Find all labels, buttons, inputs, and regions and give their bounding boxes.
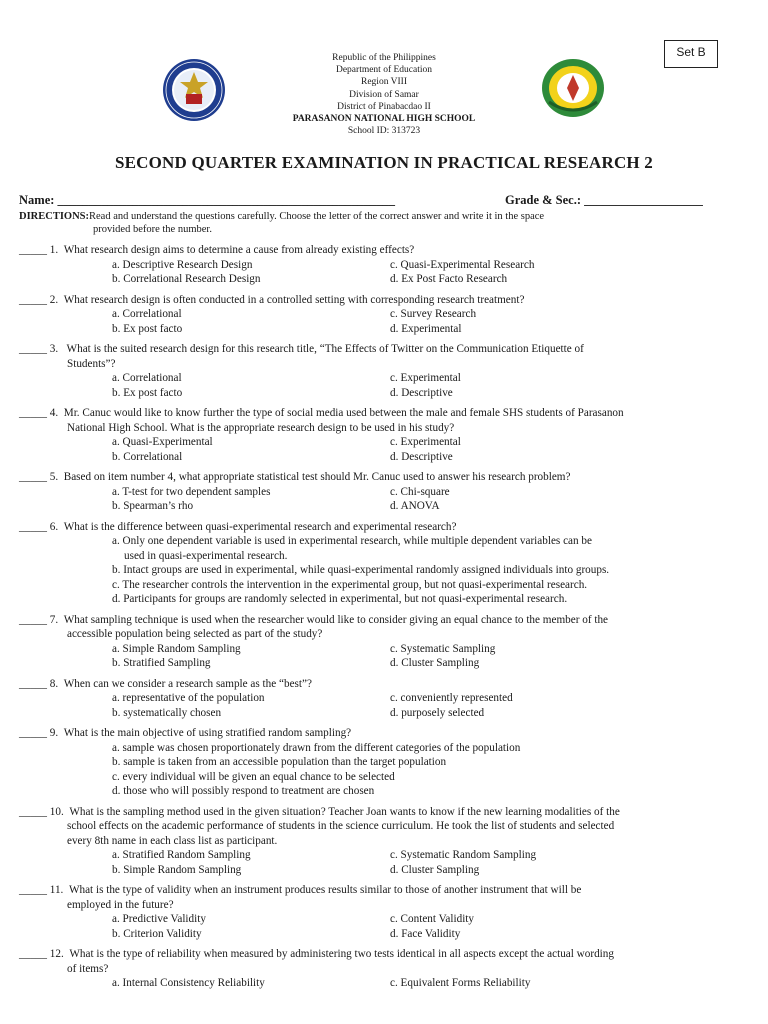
answer-choice: a. Only one dependent variable is used in experimental research, while multiple dependent variables can be: [112, 535, 592, 547]
answer-choice: a. Quasi-Experimental: [112, 436, 213, 448]
question-text-cont: employed in the future?: [67, 898, 174, 911]
answer-choice: d. Descriptive: [390, 386, 453, 399]
answer-choice: c. Chi-square: [390, 485, 450, 498]
answer-choice: d. Face Validity: [390, 927, 461, 940]
answer-choice: c. Experimental: [390, 436, 461, 448]
answer-choice: b. Intact groups are used in experimental, while quasi-experimental randomly assigned individuals into groups.: [112, 564, 610, 576]
answer-blank-number[interactable]: _____ 9.: [19, 727, 64, 739]
choice-grid: [19, 435, 754, 464]
question-item: [19, 470, 754, 514]
answer-choice: c. conveniently represented: [390, 692, 513, 704]
question-item: [19, 613, 754, 671]
answer-choice: b. systematically chosen: [112, 706, 222, 719]
answer-choice: c. every individual will be given an equal chance to be selected: [112, 770, 395, 783]
answer-choice: b. Spearman’s rho: [112, 500, 194, 512]
answer-choice: d. ANOVA: [390, 500, 440, 512]
choice-grid: [19, 976, 754, 991]
question-text: What is the difference between quasi-experimental research and experimental research?: [63, 520, 457, 533]
school-name: PARASANON NATIONAL HIGH SCHOOL: [292, 114, 476, 125]
directions-label: DIRECTIONS:: [19, 211, 90, 222]
answer-choice: a. Correlational: [112, 308, 182, 320]
question-text: Based on item number 4, what appropriate statistical test should Mr. Canuc used to answer his research problem?: [63, 471, 571, 483]
answer-choice: d. Ex Post Facto Research: [390, 273, 508, 285]
answer-blank-number[interactable]: _____ 7.: [19, 613, 64, 626]
question-text: When can we consider a research sample as the “best”?: [63, 677, 312, 690]
answer-choice: a. Descriptive Research Design: [112, 258, 253, 271]
answer-blank-number[interactable]: _____ 12.: [19, 948, 70, 960]
choice-list: [19, 741, 754, 799]
answer-choice: b. sample is taken from an accessible population than the target population: [112, 756, 447, 768]
answer-blank-number[interactable]: _____ 5.: [19, 471, 64, 483]
answer-choice: b. Stratified Sampling: [112, 657, 211, 669]
question-item: [19, 805, 754, 878]
answer-choice: d. Experimental: [390, 322, 462, 335]
answer-choice: c. Equivalent Forms Reliability: [390, 977, 531, 989]
answer-choice: a. Internal Consistency Reliability: [112, 977, 265, 989]
answer-blank-number[interactable]: _____ 10.: [19, 805, 70, 818]
choice-grid: [19, 912, 754, 941]
answer-choice: a. Simple Random Sampling: [112, 642, 241, 655]
choice-list: [19, 534, 754, 607]
question-text: What is the type of validity when an instrument produces results similar to those of another instrument that will be: [68, 884, 582, 896]
question-text: What research design aims to determine a cause from already existing effects?: [63, 244, 415, 256]
question-item: [19, 883, 754, 941]
answer-choice: a. representative of the population: [112, 692, 265, 704]
answer-choice: c. The researcher controls the intervention in the experimental group, but not quasi-experimental research.: [112, 578, 588, 591]
question-text-cont: National High School. What is the appropriate research design to be used in his study?: [67, 421, 455, 434]
directions: [19, 210, 719, 236]
answer-choice: c. Experimental: [390, 372, 461, 384]
question-text: What sampling technique is used when the researcher would like to consider giving an equal chance to the member of the: [63, 613, 609, 626]
question-text: What research design is often conducted in a controlled setting with corresponding research treatment?: [63, 293, 525, 306]
header-line: Republic of the Philippines: [332, 53, 436, 63]
answer-choice: b. Correlational: [112, 450, 183, 463]
choice-grid: [19, 485, 754, 514]
answer-choice: c. Survey Research: [390, 308, 477, 320]
exam-title: SECOND QUARTER EXAMINATION IN PRACTICAL RESEARCH 2: [114, 153, 654, 172]
directions-text-cont: provided before the number.: [93, 224, 212, 235]
question-item: [19, 406, 754, 464]
answer-choice: a. sample was chosen proportionately drawn from the different categories of the population: [112, 741, 521, 754]
question-text: What is the sampling method used in the given situation? Teacher Joan wants to know if the new learning modalities of the: [69, 805, 620, 818]
school-seal-logo: [541, 58, 605, 118]
answer-choice: a. Stratified Random Sampling: [112, 849, 251, 861]
question-item: [19, 342, 754, 400]
answer-choice: b. Criterion Validity: [112, 927, 202, 940]
answer-choice: used in quasi-experimental research.: [124, 549, 288, 562]
grade-section-field[interactable]: Grade & Sec.: ___________________: [505, 193, 703, 207]
header-line: Division of Samar: [349, 89, 419, 100]
choice-grid: [19, 371, 754, 400]
student-info-row: [19, 193, 719, 208]
header-line: District of Pinabacdao II: [337, 101, 431, 112]
answer-blank-number[interactable]: _____ 3.: [19, 343, 67, 355]
set-label: Set B: [664, 40, 718, 68]
answer-choice: d. Descriptive: [390, 450, 453, 463]
question-item: [19, 677, 754, 721]
header-line: Region VIII: [361, 77, 407, 88]
question-text-cont: school effects on the academic performance of students in the science curriculum. He took the list of students and selected: [67, 820, 615, 832]
question-list: [19, 243, 754, 997]
question-item: [19, 726, 754, 799]
question-text-cont: Students”?: [67, 357, 116, 370]
question-text: What is the suited research design for this research title, “The Effects of Twitter on the Communication Etiquette of: [66, 343, 584, 355]
choice-grid: [19, 307, 754, 336]
answer-choice: b. Ex post facto: [112, 322, 183, 335]
answer-choice: a. T-test for two dependent samples: [112, 485, 271, 498]
name-field[interactable]: Name: ______________________________________________________: [19, 193, 396, 207]
answer-blank-number[interactable]: _____ 4.: [19, 407, 64, 419]
answer-choice: c. Systematic Random Sampling: [390, 849, 537, 861]
directions-text: Read and understand the questions carefully. Choose the letter of the correct answer and write it in the space: [89, 211, 545, 222]
answer-choice: c. Quasi-Experimental Research: [390, 258, 535, 271]
answer-choice: d. Cluster Sampling: [390, 863, 480, 876]
question-item: [19, 293, 754, 337]
answer-blank-number[interactable]: _____ 11.: [19, 884, 69, 896]
question-item: [19, 947, 754, 991]
school-id: School ID: 313723: [347, 126, 421, 137]
answer-choice: a. Correlational: [112, 372, 182, 384]
answer-choice: d. Participants for groups are randomly selected in experimental, but not quasi-experimental research.: [112, 593, 568, 605]
question-text-cont: of items?: [67, 962, 109, 975]
answer-blank-number[interactable]: _____ 8.: [19, 677, 64, 690]
choice-grid: [19, 258, 754, 287]
answer-choice: d. those who will possibly respond to treatment are chosen: [112, 785, 375, 797]
answer-choice: d. purposely selected: [390, 706, 485, 719]
answer-choice: b. Ex post facto: [112, 386, 183, 399]
answer-blank-number[interactable]: _____ 2.: [19, 293, 64, 306]
choice-grid: [19, 691, 754, 720]
answer-choice: a. Predictive Validity: [112, 913, 206, 925]
answer-choice: d. Cluster Sampling: [390, 657, 480, 669]
answer-choice: b. Simple Random Sampling: [112, 863, 242, 876]
answer-choice: c. Content Validity: [390, 913, 475, 925]
question-item: [19, 520, 754, 607]
question-text-cont: every 8th name in each class list as participant.: [67, 834, 278, 847]
question-text: What is the type of reliability when measured by administering two tests identical in all aspects except the actual wording: [69, 948, 614, 960]
question-text: What is the main objective of using stratified random sampling?: [63, 727, 352, 739]
choice-grid: [19, 848, 754, 877]
question-item: [19, 243, 754, 287]
deped-seal-logo: [162, 58, 226, 122]
answer-choice: b. Correlational Research Design: [112, 273, 261, 285]
question-text: Mr. Canuc would like to know further the type of social media used between the male and female SHS students of Parasanon: [63, 407, 624, 419]
answer-blank-number[interactable]: _____ 6.: [19, 520, 64, 533]
choice-grid: [19, 642, 754, 671]
header-line: Department of Education: [335, 65, 433, 76]
question-text-cont: accessible population being selected as part of the study?: [67, 628, 323, 640]
answer-choice: c. Systematic Sampling: [390, 642, 496, 655]
answer-blank-number[interactable]: _____ 1.: [19, 244, 64, 256]
letterhead: [234, 52, 534, 137]
